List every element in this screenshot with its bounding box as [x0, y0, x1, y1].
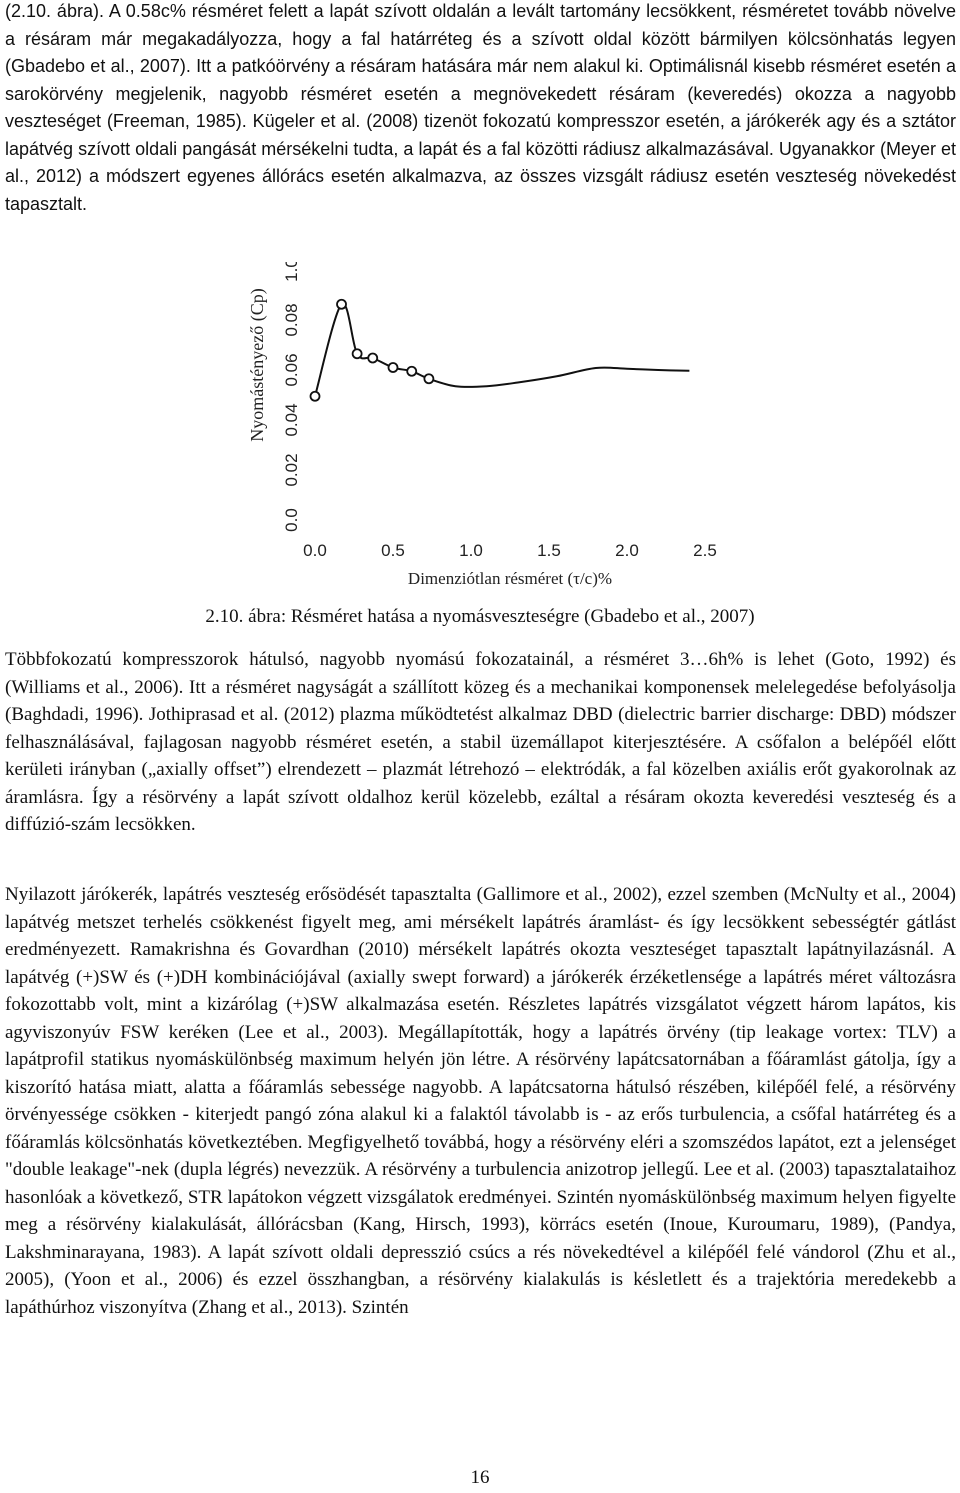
pressure-loss-chart: [235, 262, 725, 592]
y-tick-label: 0.02: [282, 453, 301, 487]
figure-caption: 2.10. ábra: Résméret hatása a nyomásveszteségre (Gbadebo et al., 2007): [205, 606, 755, 627]
paragraph-2: Többfokozatú kompresszorok hátulsó, nagyobb nyomású fokozatainál, a résméret 3…6h% is lehet (Goto, 1992) és (Williams et al., 2006). Itt a résméret nagyságát a szállított közeg és a mechanikai komponensek melelegedése befolyásolja (Baghdadi, 1996). Jothiprasad et al. (2012) plazma működtetést alkalmaz DBD (dielectric barrier discharge: DBD) módszer felhasználásával, fajlagosan nagyobb résméret esetén, a stabil üzemállapot kiterjesztésére. A csőfalon a belépőél előtt kerületi irányban („axially offset”) elrendezett – plazmát létrehozó – elektródák, a fal közelben axiális erőt gyakorolnak az áramlásra. Így a résörvény a lapát szívott oldalhoz kerül közelebb, ezáltal a résáram okozta keveredési veszteség és a diffúzió-szám lecsökken.: [5, 649, 956, 835]
data-point-marker: [337, 300, 346, 309]
data-point-marker: [407, 367, 416, 376]
data-point-marker: [368, 354, 377, 363]
y-tick-label: 0.08: [282, 303, 301, 337]
y-tick-label: 0.04: [282, 403, 301, 437]
x-axis-label: Dimenziótlan résméret (τ/c)%: [407, 569, 613, 588]
y-tick-label: 1.0: [282, 262, 301, 282]
figure-2-10: [235, 262, 725, 592]
x-tick-label: 0.0: [303, 541, 327, 560]
x-tick-label: 2.5: [693, 541, 717, 560]
data-series-line: [315, 304, 689, 397]
x-tick-label: 1.0: [459, 541, 483, 560]
paragraph-1: (2.10. ábra). A 0.58c% résméret felett a lapát szívott oldalán a levált tartomány lecsökkent, résméretet tovább növelve a résáram már megakadályozza, hogy a fal határréteg és a szívott oldal között bármilyen kölcsönhatás legyen (Gbadebo et al., 2007). Itt a patkóörvény a résáram hatására már nem alakul ki. Optimálisnál kisebb résméret esetén a sarokörvény megjelenik, nagyobb résméret esetén a megnövekedett résáram (keveredés) okozza a nagyobb veszteséget (Freeman, 1985). Kügeler et al. (2008) tizenöt fokozatú kompresszor esetén, a járókerék agy és a sztátor lapátvég szívott oldali pangását mérsékelni tudta, a lapát és a fal közötti rádiusz alkalmazásával. Ugyanakkor (Meyer et al., 2012) a módszert egyenes állórács esetén alkalmazva, az összes vizsgált rádiusz esetén veszteség növekedést tapasztalt.: [5, 1, 956, 214]
y-tick-label: 0.06: [282, 353, 301, 387]
data-point-marker: [424, 374, 433, 383]
data-point-marker: [353, 349, 362, 358]
x-tick-label: 0.5: [381, 541, 405, 560]
x-tick-label: 1.5: [537, 541, 561, 560]
data-point-marker: [389, 363, 398, 372]
paragraph-3: Nyilazott járókerék, lapátrés veszteség erősödését tapasztalta (Gallimore et al., 2002), ezzel szemben (McNulty et al., 2004) lapátvég metszet terhelés csökkenést figyelt meg, ami mérsékelt lapátrés áramlást- és így lecsökkent sebességtér gátlást eredményezett. Ramakrishna és Govardhan (2010) mérsékelt lapátrés okozta veszteséget tapasztalt lapátnyilazásnál. A lapátvég (+)SW és (+)DH kombinációjával (axially swept forward) a járókerék érzéketlensége a lapátrés méret változásra fokozottabb volt, mint a kizárólag (+)SW alkalmazása esetén. Részletes lapátrés vizsgálatot végzett három lapátos, kis agyviszonyúv FSW keréken (Lee et al., 2003). Megállapították, hogy a lapátrés örvény (tip leakage vortex: TLV) a lapátprofil statikus nyomáskülönbség maximum helyén jön létre. A résörvény lapátcsatornában a főáramlást gátolja, így a kiszorító hatása miatt, alatta a főáramlás sebessége nagyobb. A lapátcsatorna hátulsó részében, kilépőél felé, a résörvény örvényessége csökken - kiterjedt pangó zóna alakul ki a falaktól távolabb is - az erős turbulencia, a csőfal határréteg és a főáramlás kölcsönhatás következtében. Megfigyelhető továbbá, hogy a résörvény eléri a szomszédos lapátot, ezt a jelenséget "double leakage"-nek (dupla légrés) nevezzük. A résörvény a turbulencia anizotrop jellegű. Lee et al. (2003) tapasztalataihoz hasonlóak a következő, STR lapátokon végzett vizsgálatok eredményei. Szintén nyomáskülönbség maximum helyen figyelte meg a résörvény kialakulását, állórácsban (Kang, Hirsch, 1993), körrács esetén (Inoue, Kuroumaru, 1989), (Pandya, Lakshminarayana, 1983). A lapát szívott oldali depresszió csúcs a rés növekedtével a kilépőél felé vándorol (Zhu et al., 2005), (Yoon et al., 2006) és ezzel összhangban, a résörvény kialakulás is késletlett és a trajektória meredekebb a lapáthúrhoz viszonyítva (Zhang et al., 2013). Szintén: [5, 884, 956, 1318]
y-tick-label: 0.0: [282, 508, 301, 532]
page-number: 16: [470, 1467, 490, 1488]
y-axis-label: Nyomástényező (Cp): [247, 288, 267, 442]
data-point-marker: [311, 392, 320, 401]
x-tick-label: 2.0: [615, 541, 639, 560]
